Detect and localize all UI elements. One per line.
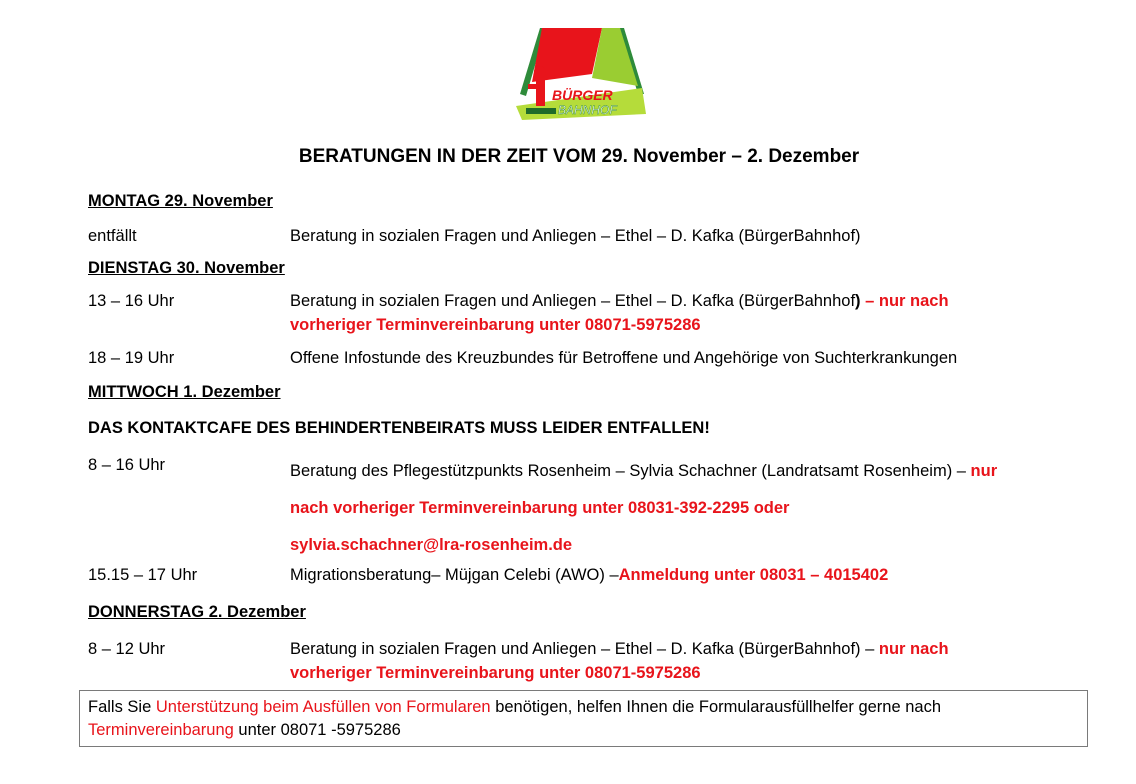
entry-text: Offene Infostunde des Kreuzbundes für Betroffene und Angehörige von Suchterkrankungen bbox=[290, 349, 958, 367]
appointment-note: – nur nach bbox=[860, 292, 949, 310]
page-title: BERATUNGEN IN DER ZEIT VOM 29. November – 2. Dezember bbox=[298, 146, 860, 167]
entry-description bbox=[290, 289, 1080, 337]
house-logo-icon bbox=[512, 24, 652, 124]
entry-bold-paren: ) bbox=[855, 292, 861, 310]
form-help-info-box bbox=[79, 690, 1088, 747]
appointment-note: nur bbox=[970, 462, 998, 480]
footer-text: Falls Sie bbox=[88, 698, 156, 716]
footer-highlight: Unterstützung beim Ausfüllen von Formularen bbox=[155, 698, 491, 716]
entry-time: 8 – 16 Uhr bbox=[88, 456, 166, 474]
day-heading-tuesday: DIENSTAG 30. November bbox=[88, 259, 285, 277]
svg-text:BAHNHOF: BAHNHOF bbox=[558, 103, 617, 117]
footer-text: benötigen, helfen Ihnen die Formularausfüllhelfer gerne nach bbox=[490, 698, 942, 716]
entry-text: Beratung des Pflegestützpunkts Rosenheim – Sylvia Schachner (Landratsamt Rosenheim) – bbox=[290, 462, 971, 480]
entry-description bbox=[290, 453, 1080, 564]
entry-text: Migrationsberatung– Müjgan Celebi (AWO) – bbox=[290, 566, 619, 584]
appointment-note: vorheriger Terminvereinbarung unter 08071-5975286 bbox=[290, 316, 701, 334]
registration-note: Anmeldung unter 08031 – 4015402 bbox=[618, 566, 889, 584]
svg-text:BÜRGER: BÜRGER bbox=[552, 87, 613, 103]
footer-text: unter 08071 -5975286 bbox=[233, 721, 401, 739]
entry-time: 13 – 16 Uhr bbox=[88, 292, 175, 310]
contact-email[interactable]: sylvia.schachner@lra-rosenheim.de bbox=[290, 536, 573, 554]
entry-description bbox=[290, 346, 1080, 370]
day-heading-wednesday: MITTWOCH 1. Dezember bbox=[88, 383, 281, 401]
entry-time: 15.15 – 17 Uhr bbox=[88, 566, 198, 584]
entry-description bbox=[290, 224, 1080, 248]
appointment-note: nur nach bbox=[878, 640, 949, 658]
day-heading-thursday: DONNERSTAG 2. Dezember bbox=[88, 603, 306, 621]
entry-text: Beratung in sozialen Fragen und Anliegen – Ethel – D. Kafka (BürgerBahnhof) – bbox=[290, 640, 879, 658]
cancellation-notice: DAS KONTAKTCAFE DES BEHINDERTENBEIRATS MUSS LEIDER ENTFALLEN! bbox=[88, 419, 710, 437]
entry-text: Beratung in sozialen Fragen und Anliegen – Ethel – D. Kafka (BürgerBahnhof) bbox=[290, 227, 861, 245]
entry-text: Beratung in sozialen Fragen und Anliegen – Ethel – D. Kafka (BürgerBahnhof bbox=[290, 292, 856, 310]
entry-time: 18 – 19 Uhr bbox=[88, 349, 175, 367]
entry-description bbox=[290, 563, 1080, 587]
footer-highlight: Terminvereinbarung bbox=[88, 721, 234, 739]
appointment-note: nach vorheriger Terminvereinbarung unter 08031-392-2295 oder bbox=[290, 499, 790, 517]
day-heading-monday: MONTAG 29. November bbox=[88, 192, 273, 210]
buergerbahnhof-logo bbox=[512, 24, 652, 124]
entry-time: 8 – 12 Uhr bbox=[88, 640, 166, 658]
entry-time: entfällt bbox=[88, 227, 137, 245]
entry-description bbox=[290, 637, 1080, 685]
appointment-note: vorheriger Terminvereinbarung unter 08071-5975286 bbox=[290, 664, 701, 682]
